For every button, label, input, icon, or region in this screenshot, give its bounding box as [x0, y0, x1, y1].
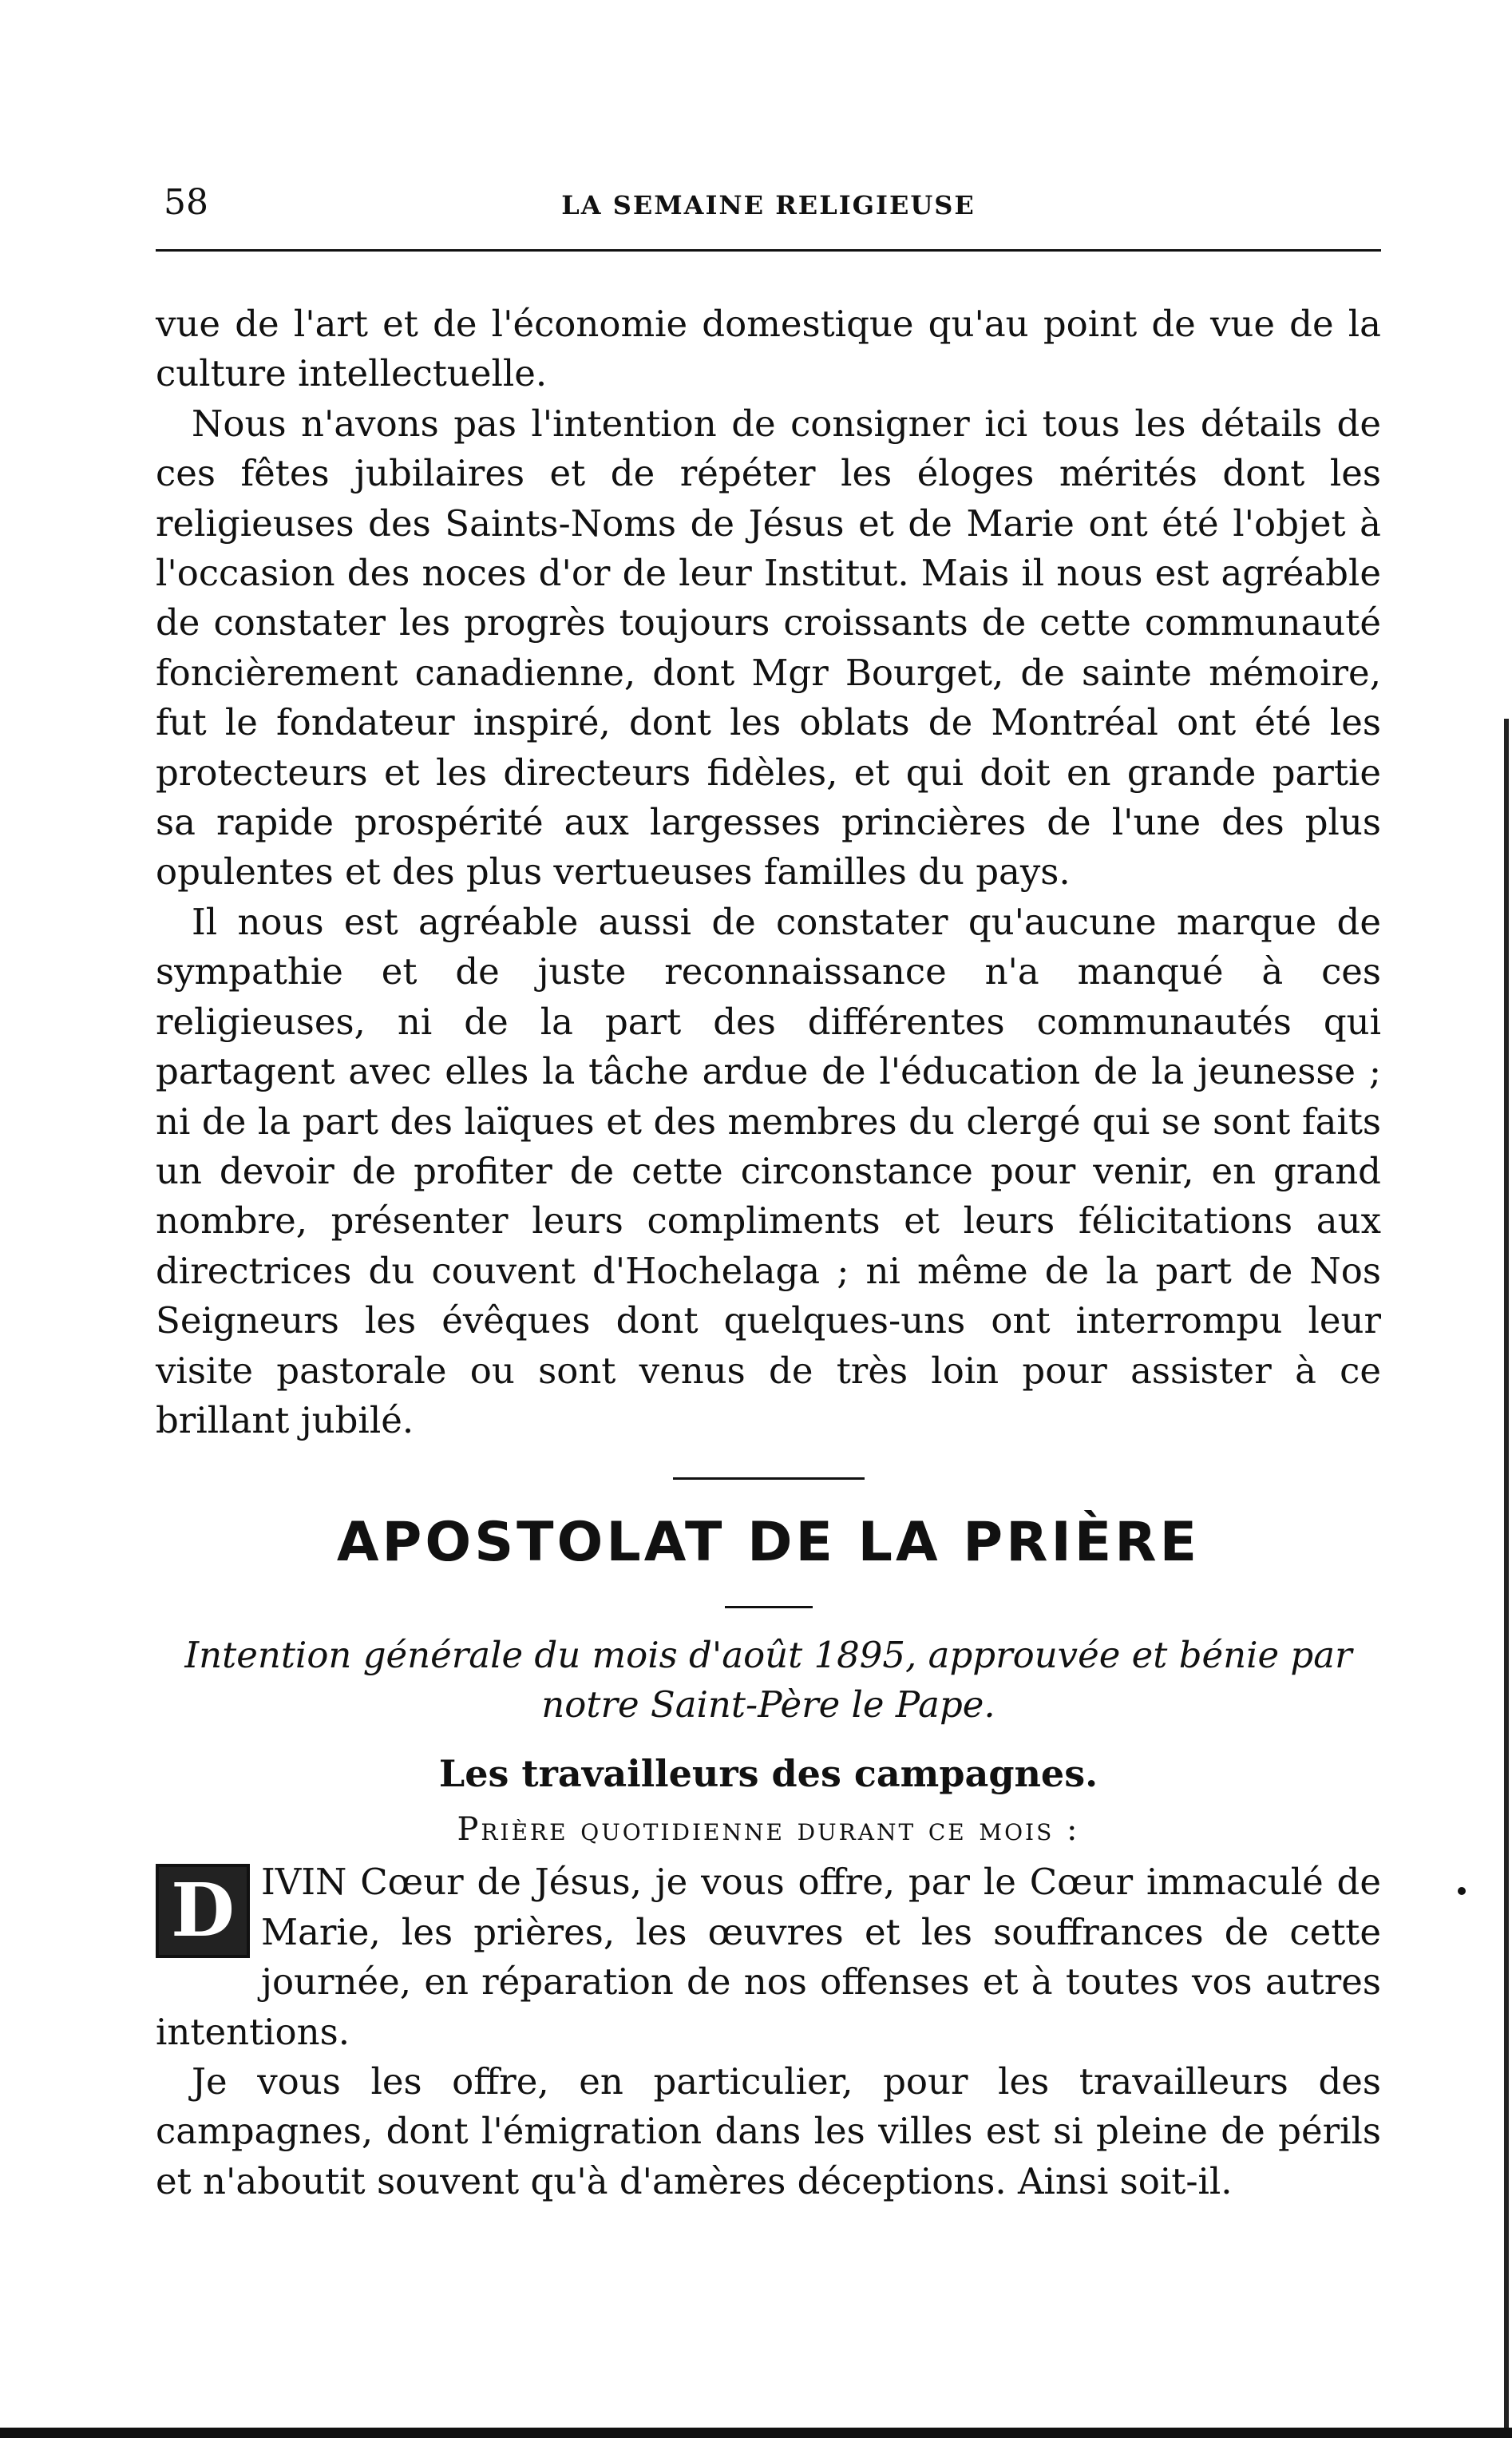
margin-dot — [1458, 1887, 1466, 1895]
page-number: 58 — [164, 182, 208, 223]
page-body — [156, 299, 1381, 2206]
header-rule — [156, 249, 1381, 252]
running-title: LA SEMAINE RELIGIEUSE — [561, 190, 976, 220]
dropcap-letter: D — [156, 1864, 250, 1958]
section-separator-rule — [673, 1477, 865, 1480]
prayer-paragraph-second: Je vous les offre, en particulier, pour les travailleurs des campagnes, dont l'émigration dans les villes est si pleine de périls et n'aboutit souvent qu'à d'amères déceptions. Ainsi soit-il. — [156, 2059, 1381, 2202]
page-edge-bottom — [0, 2428, 1512, 2438]
monthly-intention: Intention générale du mois d'août 1895, approuvée et bénie par notre Saint-Père le Pape. — [184, 1634, 1352, 1726]
paragraph-sympathie: Il nous est agréable aussi de constater qu'aucune marque de sympathie et de juste reconnaissance n'a manqué à ces religieuses, ni de la part des différentes communautés qui partagent avec elles la tâche ardue de l'éducation de la jeunesse ; ni de la part des laïques et des membres du clergé qui se sont faits un devoir de profiter de cette circonstance pour venir, en grand nombre, présenter leurs compliments et leurs félicitations aux directrices du couvent d'Hochelaga ; ni même de la part de Nos Seigneurs les évêques dont quelques-uns ont interrompu leur visite pastorale ou sont venus de très loin pour assister à ce brillant jubilé. — [156, 900, 1381, 1441]
paragraph-continuation: vue de l'art et de l'économie domestique qu'au point de vue de la culture intellectuelle. — [156, 303, 1381, 395]
running-header — [156, 160, 1381, 224]
section-heading: APOSTOLAT DE LA PRIÈRE — [336, 1511, 1201, 1575]
paragraph-fetes-jubilaires: Nous n'avons pas l'intention de consigner ici tous les détails de ces fêtes jubilaires et de répéter les éloges mérités dont les religieuses des Saints-Noms de Jésus et de Marie ont été l'objet à l'occasion des noces d'or de leur Institut. Mais il nous est agréable de constater les progrès toujours croissants de cette communauté foncièrement canadienne, dont Mgr Bourget, de sainte mémoire, fut le fondateur inspiré, dont les oblats de Montréal ont été les protecteurs et les directeurs fidèles, et qui doit en grande partie sa rapide prospérité aux largesses princières de l'une des plus opulentes et des plus vertueuses familles du pays. — [156, 402, 1381, 894]
page — [156, 160, 1381, 2202]
intention-subject: Les travailleurs des campagnes. — [438, 1752, 1098, 1796]
heading-underline-rule — [725, 1606, 813, 1608]
prayer-title: Prière quotidienne durant ce mois : — [457, 1811, 1080, 1849]
page-edge-right — [1504, 719, 1509, 2436]
prayer-text: IVIN Cœur de Jésus, je vous offre, par le Cœur immaculé de Marie, les prières, les œuvres et les souffrances de cette journée, en réparation de nos offenses et à toutes vos autres intentions. — [156, 1861, 1381, 2053]
prayer-paragraph — [156, 1857, 1381, 2057]
